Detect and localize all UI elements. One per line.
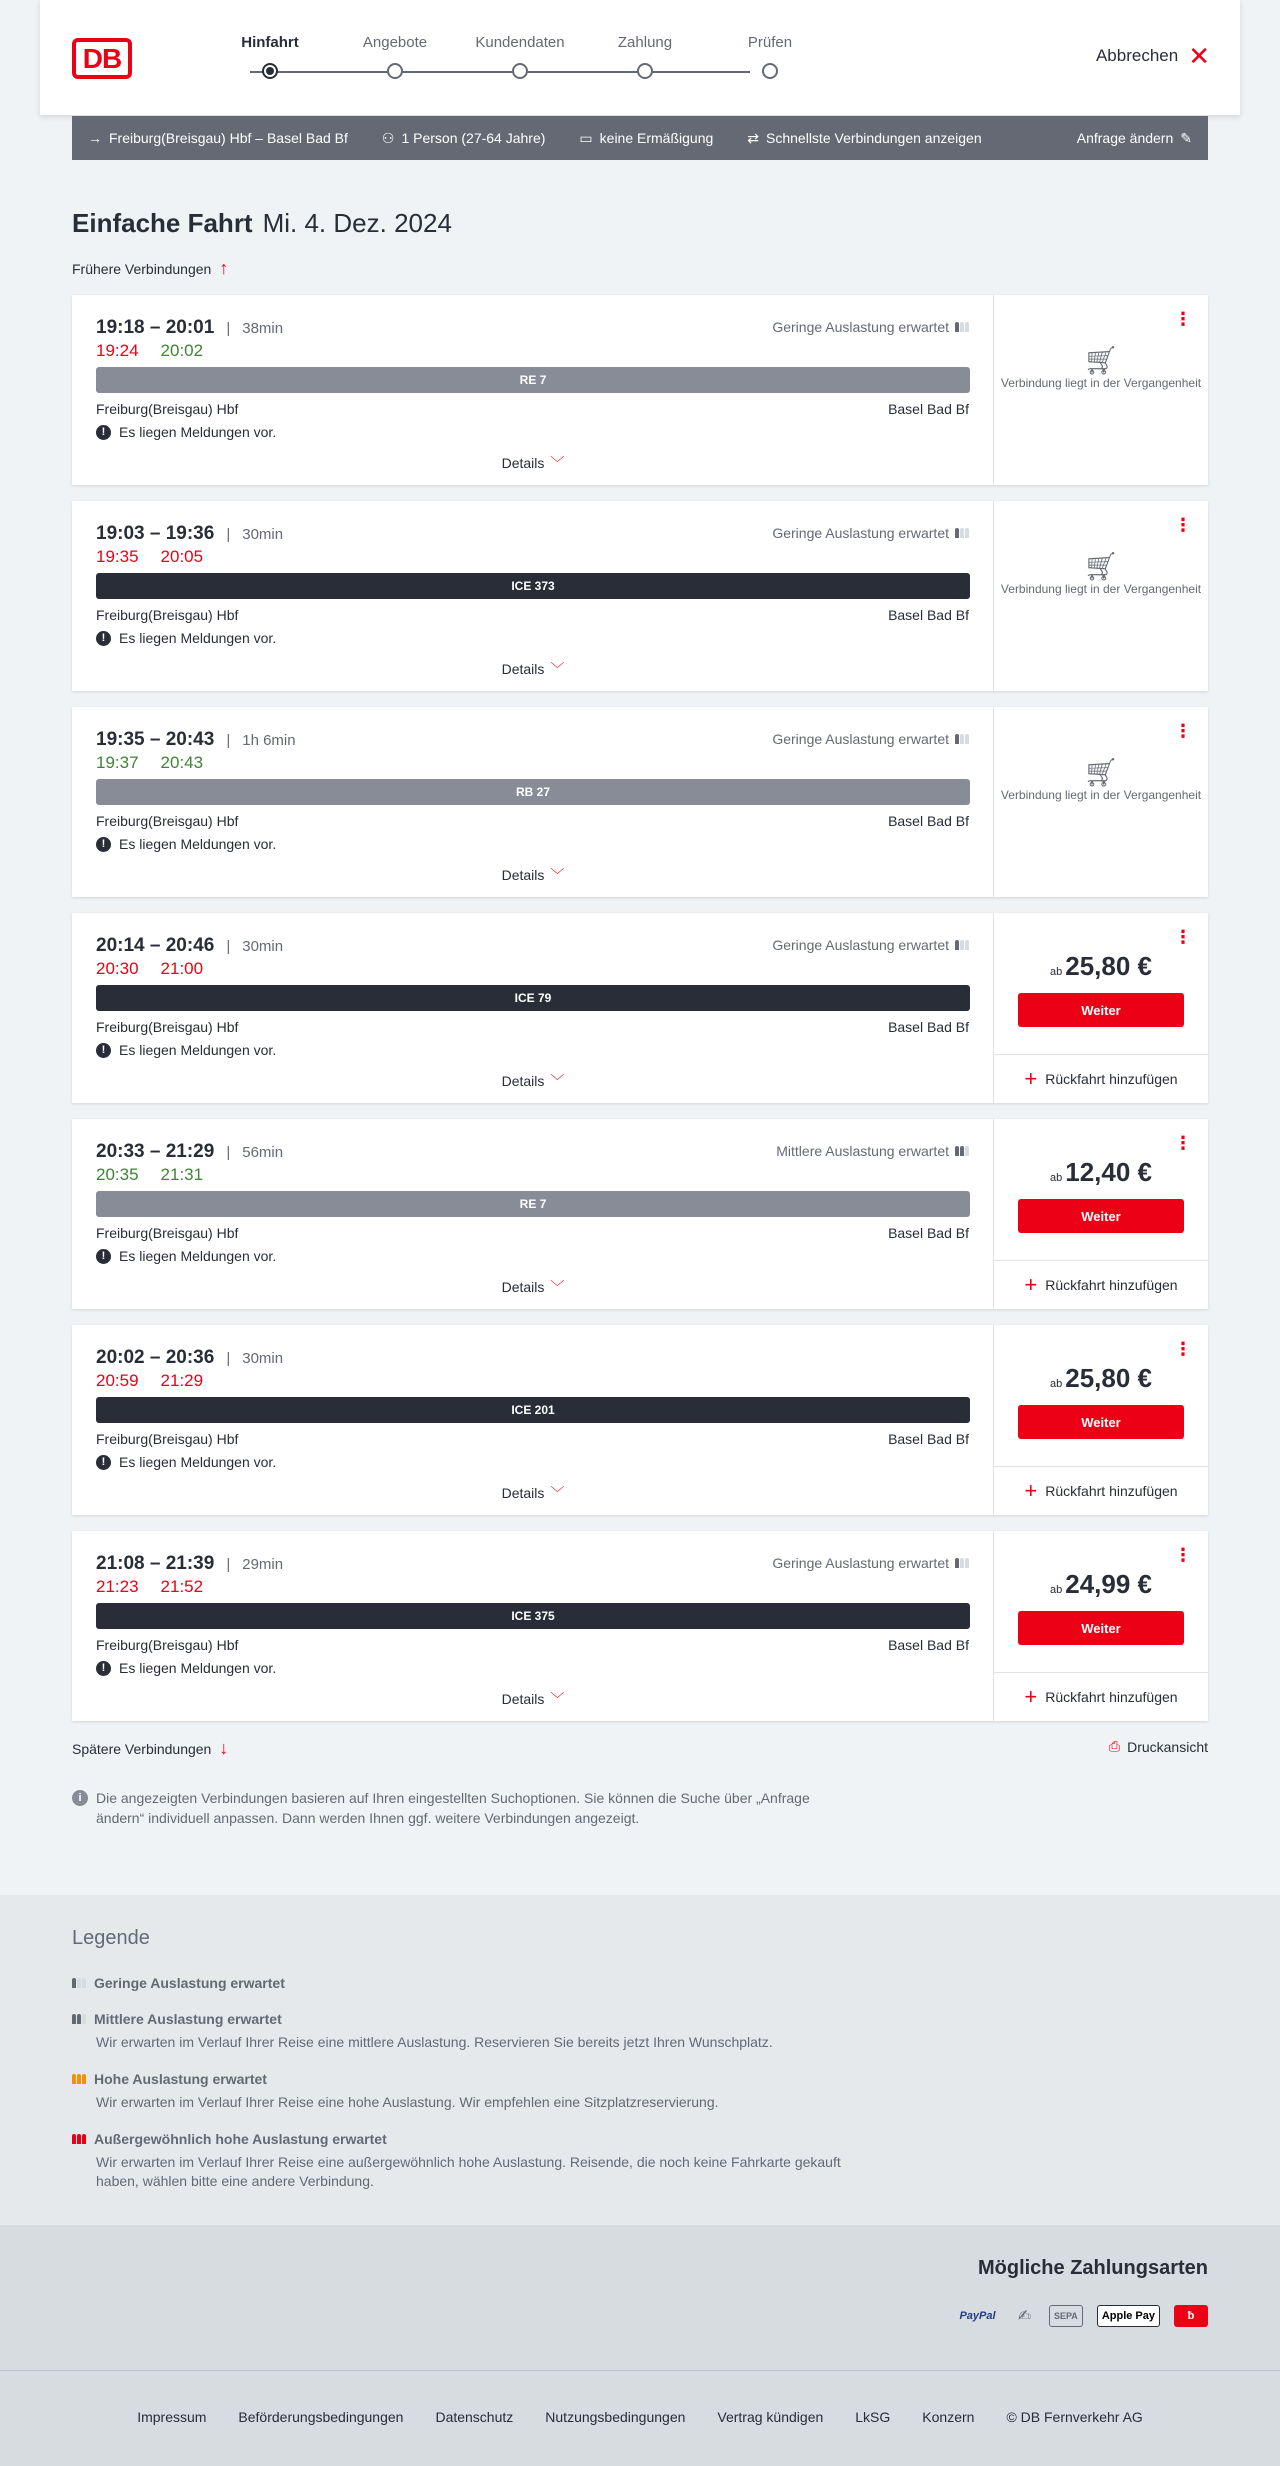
- discount-summary: [579, 130, 713, 147]
- realtime-times: [96, 959, 203, 979]
- occupancy-high-icon: [72, 2074, 86, 2084]
- separator: |: [226, 1144, 231, 1161]
- chevron-down-icon: ﹀: [550, 1073, 565, 1089]
- separator: |: [226, 526, 231, 543]
- train-bar[interactable]: [96, 367, 970, 393]
- connection-info: [72, 501, 994, 691]
- duration: 30min: [242, 938, 284, 955]
- train-bar[interactable]: [96, 573, 970, 599]
- train-label: RB 27: [515, 785, 550, 799]
- price: [994, 1569, 1208, 1600]
- step-circle: [387, 63, 403, 79]
- message-text: Es liegen Meldungen vor.: [119, 1042, 277, 1058]
- step-pruefen: [710, 34, 830, 51]
- schedule-times: [96, 523, 283, 545]
- schedule-times: [96, 935, 283, 957]
- legend-item-title: Hohe Auslastung erwartet: [94, 2071, 267, 2087]
- route-summary: [88, 130, 348, 146]
- connection-card: [72, 913, 1208, 1103]
- sepa-icon: SEPA: [1049, 2305, 1083, 2327]
- realtime-times: [96, 1165, 203, 1185]
- realtime-times: [96, 547, 203, 567]
- destination-station: Basel Bad Bf: [888, 1637, 969, 1653]
- footer: [0, 2370, 1280, 2466]
- more-options-icon[interactable]: ⋮: [1174, 1545, 1192, 1565]
- price-value: 24,99 €: [1065, 1569, 1152, 1599]
- duration: 30min: [242, 526, 284, 543]
- occupancy-extreme-icon: [72, 2134, 86, 2144]
- details-label: Details: [501, 1073, 545, 1089]
- step-zahlung: [585, 34, 705, 51]
- add-return-button[interactable]: [994, 1054, 1208, 1103]
- step-circle: [637, 63, 653, 79]
- footer-link-konzern[interactable]: Konzern: [922, 2409, 975, 2425]
- legend-item-title: Mittlere Auslastung erwartet: [94, 2011, 282, 2027]
- paypal-icon: PayPal: [959, 2310, 996, 2322]
- earlier-connections-link[interactable]: [72, 258, 228, 279]
- arrow-up-icon: ↑: [219, 258, 229, 278]
- planned-times: 21:08 – 21:39: [96, 1553, 215, 1574]
- details-toggle[interactable]: [72, 865, 994, 885]
- footer-copyright: © DB Fernverkehr AG: [1006, 2409, 1143, 2425]
- shopping-cart-icon: 🛒︎: [1083, 757, 1119, 788]
- more-options-icon[interactable]: ⋮: [1174, 927, 1192, 947]
- return-label: Rückfahrt hinzufügen: [1045, 1483, 1178, 1499]
- continue-button[interactable]: Weiter: [1018, 1405, 1184, 1439]
- origin-station: Freiburg(Breisgau) Hbf: [96, 1637, 239, 1653]
- message-text: Es liegen Meldungen vor.: [119, 836, 277, 852]
- person-icon: ⚇: [381, 129, 395, 146]
- realtime-arrival: 21:00: [160, 959, 204, 978]
- occupancy-medium-icon: [72, 2014, 86, 2024]
- duration: 38min: [242, 320, 284, 337]
- message-notice: [96, 424, 276, 440]
- realtime-arrival: 20:43: [160, 753, 204, 772]
- pencil-icon: ✎: [1180, 129, 1192, 146]
- train-label: RE 7: [519, 373, 547, 387]
- price-value: 25,80 €: [1065, 1363, 1152, 1393]
- print-view-link[interactable]: [1109, 1738, 1208, 1755]
- cancel-button[interactable]: [1095, 41, 1210, 71]
- duration: 29min: [242, 1556, 284, 1573]
- occupancy-text: Geringe Auslastung erwartet: [772, 319, 949, 335]
- legend-item-desc: Wir erwarten im Verlauf Ihrer Reise eine hohe Auslastung. Wir empfehlen eine Sitzplatzreservierung.: [96, 2094, 719, 2110]
- offer-panel: [994, 1531, 1208, 1721]
- more-options-icon[interactable]: ⋮: [1174, 309, 1192, 329]
- legend-item-low: [72, 1975, 872, 1991]
- occupancy-indicator: [772, 319, 969, 335]
- realtime-arrival: 21:31: [160, 1165, 204, 1184]
- legend-section: [0, 1895, 1280, 2225]
- realtime-departure: 19:24: [96, 341, 139, 360]
- edit-label: Anfrage ändern: [1076, 130, 1174, 146]
- realtime-arrival: 21:52: [160, 1577, 204, 1596]
- price: [994, 1157, 1208, 1188]
- price-prefix: ab: [1050, 1584, 1063, 1596]
- step-label: Zahlung: [617, 34, 673, 51]
- past-connection-note: [994, 345, 1208, 391]
- realtime-arrival: 21:29: [160, 1371, 204, 1390]
- cancel-label: Abbrechen: [1095, 46, 1179, 65]
- page-title: [72, 208, 452, 239]
- later-label: Spätere Verbindungen: [72, 1740, 212, 1757]
- chevron-down-icon: ﹀: [550, 1279, 565, 1295]
- planned-times: 20:33 – 21:29: [96, 1141, 215, 1162]
- plus-icon: +: [1024, 1684, 1038, 1709]
- occupancy-text: Geringe Auslastung erwartet: [772, 1555, 949, 1571]
- continue-button[interactable]: Weiter: [1018, 1611, 1184, 1645]
- occupancy-icon: [955, 1146, 969, 1156]
- continue-button[interactable]: Weiter: [1018, 993, 1184, 1027]
- connection-info: [72, 1325, 994, 1515]
- alert-icon: !: [96, 1043, 111, 1058]
- payment-icons: [955, 2305, 1208, 2327]
- occupancy-text: Geringe Auslastung erwartet: [772, 937, 949, 953]
- occupancy-icon: [955, 940, 969, 950]
- legend-item-extreme: [72, 2131, 872, 2191]
- message-notice: [96, 1660, 276, 1676]
- legend-title: Legende: [72, 1927, 150, 1949]
- train-bar[interactable]: [96, 1603, 970, 1629]
- realtime-departure: 19:35: [96, 547, 139, 566]
- price-prefix: ab: [1050, 1378, 1063, 1390]
- alert-icon: !: [96, 837, 111, 852]
- price-prefix: ab: [1050, 966, 1063, 978]
- price-value: 12,40 €: [1065, 1157, 1152, 1187]
- footer-link-nutzungsbedingungen[interactable]: Nutzungsbedingungen: [545, 2409, 686, 2425]
- occupancy-icon: [955, 1558, 969, 1568]
- details-label: Details: [501, 455, 545, 471]
- offer-panel: [994, 707, 1208, 897]
- message-text: Es liegen Meldungen vor.: [119, 424, 277, 440]
- plus-icon: +: [1024, 1272, 1038, 1297]
- occupancy-indicator: [772, 1555, 969, 1571]
- add-return-button[interactable]: [994, 1672, 1208, 1721]
- legend-item-title: Geringe Auslastung erwartet: [94, 1975, 285, 1991]
- message-notice: [96, 1042, 276, 1058]
- schedule-times: [96, 1347, 283, 1369]
- details-toggle[interactable]: [72, 1483, 994, 1503]
- occupancy-indicator: [772, 525, 969, 541]
- occupancy-low-icon: [72, 1978, 86, 1988]
- schedule-times: [96, 1141, 283, 1163]
- chevron-down-icon: ﹀: [550, 867, 565, 883]
- details-label: Details: [501, 1485, 545, 1501]
- realtime-times: [96, 1371, 203, 1391]
- info-text: Die angezeigten Verbindungen basieren auf Ihren eingestellten Suchoptionen. Sie können die Suche über „Anfrage ändern“ individuell anpassen. Dann werden Ihnen ggf. weitere Verbindungen angezeigt.: [96, 1790, 810, 1826]
- continue-button[interactable]: Weiter: [1018, 1199, 1184, 1233]
- details-toggle[interactable]: [72, 453, 994, 473]
- train-label: ICE 375: [511, 1609, 555, 1623]
- occupancy-text: Geringe Auslastung erwartet: [772, 525, 949, 541]
- schedule-times: [96, 1553, 283, 1575]
- search-summary-bar: [72, 116, 1208, 160]
- connection-info: [72, 295, 994, 485]
- footer-link-datenschutz[interactable]: Datenschutz: [435, 2409, 514, 2425]
- separator: |: [226, 1350, 231, 1367]
- footer-link-vertrag-kuendigen[interactable]: Vertrag kündigen: [717, 2409, 824, 2425]
- more-options-icon[interactable]: ⋮: [1174, 1339, 1192, 1359]
- shopping-cart-icon: 🛒︎: [1083, 551, 1119, 582]
- occupancy-icon: [955, 734, 969, 744]
- train-bar[interactable]: [96, 779, 970, 805]
- separator: |: [226, 320, 231, 337]
- card-icon: ▭: [579, 129, 593, 146]
- step-kundendaten: [460, 34, 580, 51]
- occupancy-text: Geringe Auslastung erwartet: [772, 731, 949, 747]
- details-label: Details: [501, 867, 545, 883]
- discount-text: keine Ermäßigung: [599, 130, 714, 146]
- earlier-label: Frühere Verbindungen: [72, 260, 212, 277]
- separator: |: [226, 938, 231, 955]
- shopping-cart-icon: 🛒︎: [1083, 345, 1119, 376]
- step-angebote: [335, 34, 455, 51]
- chevron-down-icon: ﹀: [550, 661, 565, 677]
- details-toggle[interactable]: [72, 1277, 994, 1297]
- plus-icon: +: [1024, 1478, 1038, 1503]
- close-icon: ✕: [1188, 41, 1210, 71]
- price: [994, 1363, 1208, 1394]
- destination-station: Basel Bad Bf: [888, 1431, 969, 1447]
- info-note: [72, 1788, 852, 1828]
- price-prefix: ab: [1050, 1172, 1063, 1184]
- add-return-button[interactable]: [994, 1260, 1208, 1309]
- route-text: Freiburg(Breisgau) Hbf – Basel Bad Bf: [109, 130, 348, 146]
- origin-station: Freiburg(Breisgau) Hbf: [96, 1225, 239, 1241]
- planned-times: 19:35 – 20:43: [96, 729, 215, 750]
- train-bar[interactable]: [96, 1191, 970, 1217]
- step-circle: [512, 63, 528, 79]
- planned-times: 20:02 – 20:36: [96, 1347, 215, 1368]
- info-icon: i: [72, 1790, 88, 1806]
- alert-icon: !: [96, 1455, 111, 1470]
- footer-link-befoerderungsbedingungen[interactable]: Beförderungsbedingungen: [238, 2409, 404, 2425]
- schedule-times: [96, 317, 283, 339]
- past-text: Verbindung liegt in der Vergangenheit: [1000, 788, 1202, 802]
- train-bar[interactable]: [96, 985, 970, 1011]
- occupancy-indicator: [772, 937, 969, 953]
- occupancy-text: Mittlere Auslastung erwartet: [776, 1143, 949, 1159]
- realtime-times: [96, 753, 203, 773]
- destination-station: Basel Bad Bf: [888, 1019, 969, 1035]
- legend-item-desc: Wir erwarten im Verlauf Ihrer Reise eine außergewöhnlich hohe Auslastung. Reisende, die noch keine Fahrkarte gekauft haben, wählen bitte eine andere Verbindung.: [96, 2154, 841, 2189]
- planned-times: 19:03 – 19:36: [96, 523, 215, 544]
- connection-card: [72, 1119, 1208, 1309]
- realtime-departure: 20:59: [96, 1371, 139, 1390]
- passenger-text: 1 Person (27-64 Jahre): [401, 130, 546, 146]
- separator: |: [226, 1556, 231, 1573]
- schedule-times: [96, 729, 296, 751]
- destination-station: Basel Bad Bf: [888, 813, 969, 829]
- duration: 30min: [242, 1350, 284, 1367]
- arrow-right-icon: →: [88, 130, 102, 146]
- alert-icon: !: [96, 425, 111, 440]
- trip-date: Mi. 4. Dez. 2024: [262, 208, 452, 238]
- message-notice: [96, 630, 276, 646]
- destination-station: Basel Bad Bf: [888, 607, 969, 623]
- occupancy-icon: [955, 528, 969, 538]
- connection-card: [72, 295, 1208, 485]
- db-logo[interactable]: DB: [72, 38, 132, 79]
- planned-times: 20:14 – 20:46: [96, 935, 215, 956]
- train-label: ICE 79: [514, 991, 552, 1005]
- chevron-down-icon: ﹀: [550, 455, 565, 471]
- message-text: Es liegen Meldungen vor.: [119, 1248, 277, 1264]
- price-value: 25,80 €: [1065, 951, 1152, 981]
- destination-station: Basel Bad Bf: [888, 401, 969, 417]
- step-circle: [762, 63, 778, 79]
- destination-station: Basel Bad Bf: [888, 1225, 969, 1241]
- origin-station: Freiburg(Breisgau) Hbf: [96, 813, 239, 829]
- more-options-icon[interactable]: ⋮: [1174, 721, 1192, 741]
- connection-card: [72, 1531, 1208, 1721]
- origin-station: Freiburg(Breisgau) Hbf: [96, 607, 239, 623]
- alert-icon: !: [96, 631, 111, 646]
- add-return-button[interactable]: [994, 1466, 1208, 1515]
- footer-links: [0, 2409, 1280, 2425]
- separator: |: [226, 732, 231, 749]
- connection-card: [72, 1325, 1208, 1515]
- return-label: Rückfahrt hinzufügen: [1045, 1071, 1178, 1087]
- past-text: Verbindung liegt in der Vergangenheit: [1000, 582, 1202, 596]
- legend-item-medium: [72, 2011, 872, 2052]
- legend-item-high: [72, 2071, 872, 2112]
- alert-icon: !: [96, 1661, 111, 1676]
- db-pay-icon: ƀ: [1174, 2305, 1208, 2327]
- realtime-departure: 21:23: [96, 1577, 139, 1596]
- step-circle: [262, 63, 278, 79]
- message-text: Es liegen Meldungen vor.: [119, 1660, 277, 1676]
- occupancy-indicator: [772, 731, 969, 747]
- details-label: Details: [501, 661, 545, 677]
- return-label: Rückfahrt hinzufügen: [1045, 1689, 1178, 1705]
- step-label: Angebote: [362, 34, 428, 51]
- payment-title: Mögliche Zahlungsarten: [977, 2257, 1208, 2279]
- past-connection-note: [994, 757, 1208, 803]
- past-connection-note: [994, 551, 1208, 597]
- chevron-down-icon: ﹀: [550, 1691, 565, 1707]
- booking-header: [40, 0, 1240, 115]
- footer-link-lksg[interactable]: LkSG: [855, 2409, 891, 2425]
- offer-panel: [994, 295, 1208, 485]
- progress-line: [250, 71, 750, 73]
- realtime-departure: 19:37: [96, 753, 139, 772]
- details-toggle[interactable]: [72, 659, 994, 679]
- message-notice: [96, 1454, 276, 1470]
- connection-card: [72, 707, 1208, 897]
- message-text: Es liegen Meldungen vor.: [119, 1454, 277, 1470]
- train-bar[interactable]: [96, 1397, 970, 1423]
- planned-times: 19:18 – 20:01: [96, 317, 215, 338]
- occupancy-indicator: [776, 1143, 969, 1159]
- fastest-text: Schnellste Verbindungen anzeigen: [766, 130, 982, 146]
- realtime-arrival: 20:02: [160, 341, 204, 360]
- apple-pay-icon: Apple Pay: [1097, 2305, 1160, 2327]
- details-label: Details: [501, 1279, 545, 1295]
- offer-panel: [994, 1119, 1208, 1309]
- more-options-icon[interactable]: ⋮: [1174, 515, 1192, 535]
- return-label: Rückfahrt hinzufügen: [1045, 1277, 1178, 1293]
- offer-panel: [994, 913, 1208, 1103]
- offer-panel: [994, 1325, 1208, 1515]
- later-connections-link[interactable]: [72, 1738, 228, 1759]
- train-label: ICE 201: [511, 1403, 555, 1417]
- passenger-summary: [382, 130, 546, 147]
- edit-request-button[interactable]: [1077, 130, 1192, 147]
- plus-icon: +: [1024, 1066, 1038, 1091]
- details-toggle[interactable]: [72, 1071, 994, 1091]
- message-notice: [96, 836, 276, 852]
- chevron-down-icon: ﹀: [550, 1485, 565, 1501]
- payment-methods-section: [0, 2225, 1280, 2370]
- message-notice: [96, 1248, 276, 1264]
- printer-icon: ⎙: [1108, 1738, 1121, 1754]
- connection-info: [72, 1531, 994, 1721]
- connection-info: [72, 1119, 994, 1309]
- message-text: Es liegen Meldungen vor.: [119, 630, 277, 646]
- connection-card: [72, 501, 1208, 691]
- connection-info: [72, 913, 994, 1103]
- realtime-times: [96, 341, 203, 361]
- credit-card-icon: ✍: [1017, 2308, 1031, 2325]
- realtime-times: [96, 1577, 203, 1597]
- alert-icon: !: [96, 1249, 111, 1264]
- details-label: Details: [501, 1691, 545, 1707]
- train-label: ICE 373: [511, 579, 555, 593]
- step-label: Kundendaten: [475, 34, 565, 51]
- duration: 56min: [242, 1144, 284, 1161]
- realtime-departure: 20:30: [96, 959, 139, 978]
- arrow-down-icon: ↓: [219, 1738, 229, 1758]
- print-label: Druckansicht: [1127, 1738, 1208, 1755]
- connection-info: [72, 707, 994, 897]
- offer-panel: [994, 501, 1208, 691]
- realtime-departure: 20:35: [96, 1165, 139, 1184]
- train-label: RE 7: [519, 1197, 547, 1211]
- trip-type: Einfache Fahrt: [72, 208, 253, 238]
- price: [994, 951, 1208, 982]
- legend-item-title: Außergewöhnlich hohe Auslastung erwartet: [94, 2131, 387, 2147]
- origin-station: Freiburg(Breisgau) Hbf: [96, 1431, 239, 1447]
- occupancy-icon: [955, 322, 969, 332]
- past-text: Verbindung liegt in der Vergangenheit: [1000, 376, 1202, 390]
- duration: 1h 6min: [242, 732, 296, 749]
- fastest-option: [747, 130, 981, 147]
- step-label: Prüfen: [747, 34, 793, 51]
- footer-link-impressum[interactable]: Impressum: [137, 2409, 207, 2425]
- step-label: Hinfahrt: [241, 34, 299, 51]
- more-options-icon[interactable]: ⋮: [1174, 1133, 1192, 1153]
- details-toggle[interactable]: [72, 1689, 994, 1709]
- swap-icon: ⇄: [747, 129, 760, 146]
- legend-item-desc: Wir erwarten im Verlauf Ihrer Reise eine mittlere Auslastung. Reservieren Sie bereits jetzt Ihren Wunschplatz.: [96, 2034, 773, 2050]
- realtime-arrival: 20:05: [160, 547, 204, 566]
- origin-station: Freiburg(Breisgau) Hbf: [96, 401, 239, 417]
- step-hinfahrt[interactable]: [210, 34, 330, 51]
- origin-station: Freiburg(Breisgau) Hbf: [96, 1019, 239, 1035]
- progress-steps: [210, 34, 793, 94]
